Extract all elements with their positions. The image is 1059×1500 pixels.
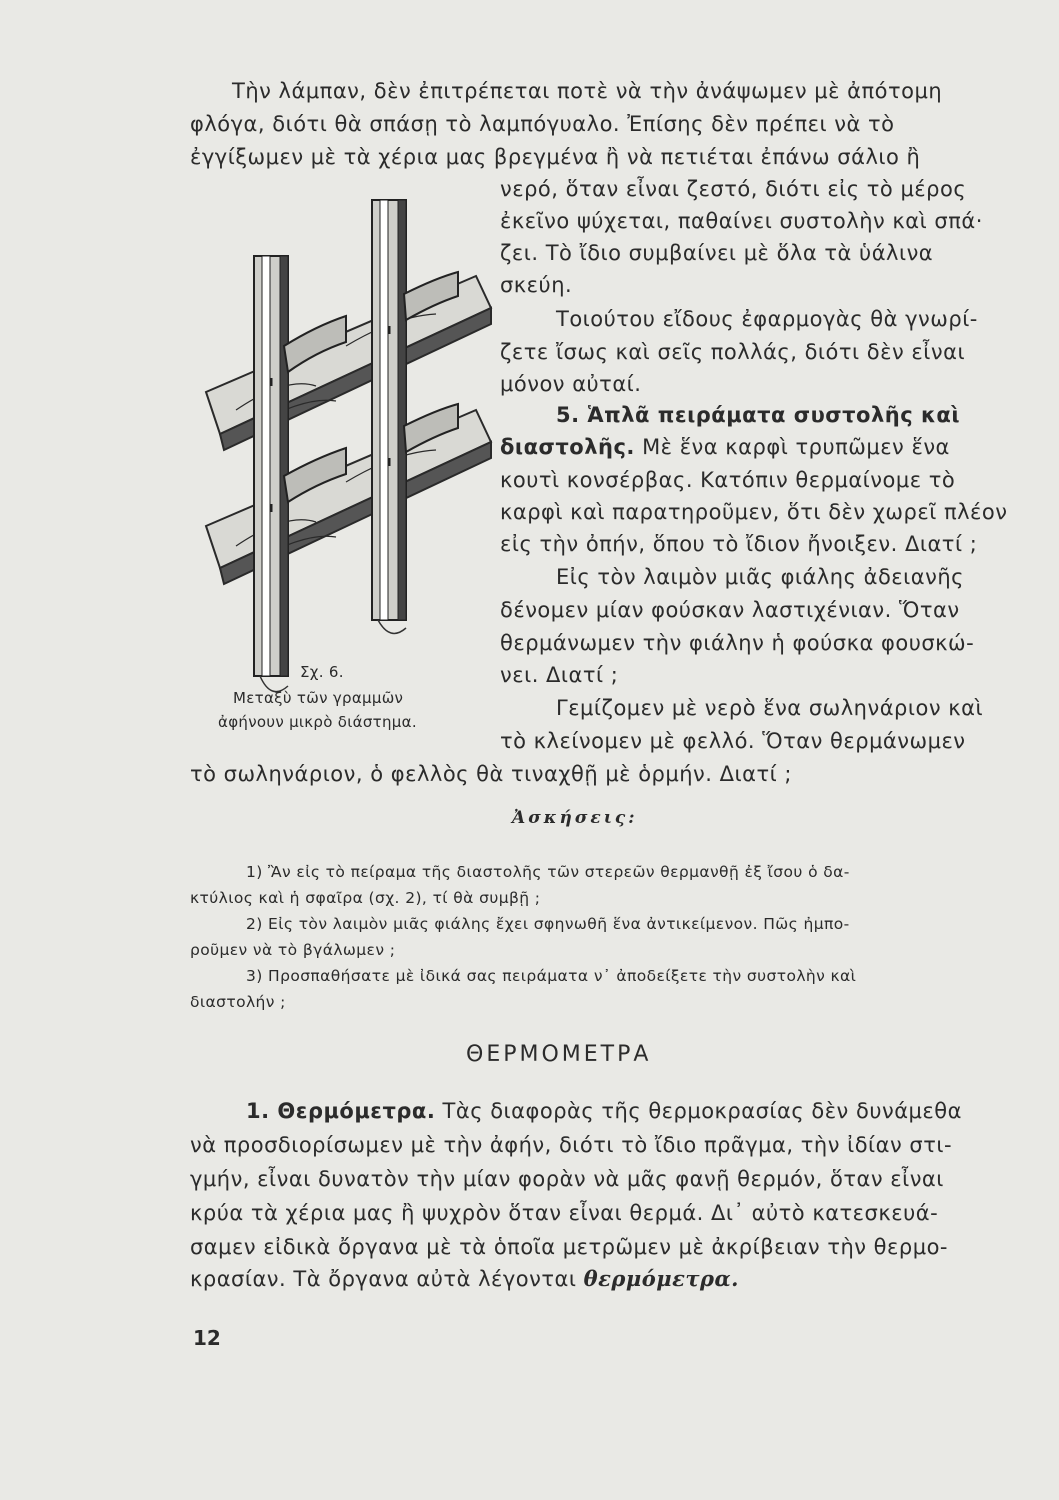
text-line: γμήν, εἶναι δυνατὸν τὴν μίαν φορὰν νὰ μᾶς φανῇ θερμόν, ὅταν εἶναι (190, 1167, 944, 1191)
text-line (190, 1266, 739, 1292)
text-line: Εἰς τὸν λαιμὸν μιᾶς φιάλης ἀδειανῆς (556, 565, 964, 589)
term-thermometers: θερμόμετρα. (583, 1266, 739, 1291)
text-line: ζει. Τὸ ἴδιο συμβαίνει μὲ ὅλα τὰ ὑάλινα (500, 241, 934, 265)
text-line: κουτὶ κονσέρβας. Κατόπιν θερμαίνομε τὸ (500, 468, 956, 492)
text-span: Τὰς διαφορὰς τῆς θερμοκρασίας δὲν δυνάμεθα (435, 1099, 962, 1123)
text-line: νὰ προσδιορίσωμεν μὲ τὴν ἀφήν, διότι τὸ ἴδιο πρᾶγμα, τὴν ἰδίαν στι- (190, 1133, 953, 1157)
text-line: καρφὶ καὶ παρατηροῦμεν, ὅτι δὲν χωρεῖ πλέον (500, 500, 1008, 524)
text-line: δένομεν μίαν φούσκαν λαστιχένιαν. Ὅταν (500, 598, 960, 622)
text-line: Τὴν λάμπαν, δὲν ἐπιτρέπεται ποτὲ νὰ τὴν ἀνάψωμεν μὲ ἀπότομη (232, 79, 943, 103)
exercise-line: ροῦμεν νὰ τὸ βγάλωμεν ; (190, 941, 396, 959)
text-line: τὸ σωληνάριον, ὁ φελλὸς θὰ τιναχθῇ μὲ ὁρμήν. Διατί ; (190, 762, 792, 786)
exercises-heading: Ἀσκήσεις: (512, 808, 638, 828)
text-line: ἐκεῖνο ψύχεται, παθαίνει συστολὴν καὶ σπά· (500, 209, 983, 233)
text-line: Γεμίζομεν μὲ νερὸ ἕνα σωληνάριον καὶ (556, 696, 984, 720)
text-line: εἰς τὴν ὀπήν, ὅπου τὸ ἴδιον ἤνοιξεν. Διατί ; (500, 532, 978, 556)
text-line (246, 1098, 962, 1124)
section-heading: ΘΕΡΜΟΜΕΤΡΑ (466, 1042, 652, 1067)
text-line: κρύα τὰ χέρια μας ἢ ψυχρὸν ὅταν εἶναι θερμά. Δι᾿ αὐτὸ κατεσκευά- (190, 1201, 939, 1225)
figure-caption: Μεταξὺ τῶν γραμμῶν (233, 689, 404, 707)
exercise-line: κτύλιος καὶ ἡ σφαῖρα (σχ. 2), τί θὰ συμβῇ ; (190, 889, 541, 907)
paragraph-title: 1. Θερμόμετρα. (246, 1099, 436, 1123)
figure-label: Σχ. 6. (300, 663, 344, 681)
exercise-line: 2) Εἰς τὸν λαιμὸν μιᾶς φιάλης ἔχει σφηνωθῆ ἕνα ἀντικείμενον. Πῶς ἠμπο- (246, 915, 850, 933)
page-number: 12 (193, 1326, 221, 1350)
figure-caption: ἀφήνουν μικρὸ διάστημα. (218, 713, 417, 731)
text-line: φλόγα, διότι θὰ σπάσῃ τὸ λαμπόγυαλο. Ἐπίσης δὲν πρέπει νὰ τὸ (190, 112, 895, 136)
figure-rails-illustration (196, 196, 496, 706)
text-line: νει. Διατί ; (500, 663, 619, 687)
text-line (500, 434, 950, 460)
text-line: σαμεν εἰδικὰ ὄργανα μὲ τὰ ὁποῖα μετρῶμεν μὲ ἀκρίβειαν τὴν θερμο- (190, 1235, 948, 1259)
exercise-line: 1) Ἂν εἰς τὸ πείραμα τῆς διαστολῆς τῶν στερεῶν θερμανθῇ ἐξ ἴσου ὁ δα- (246, 863, 850, 881)
exercise-line: 3) Προσπαθήσατε μὲ ἰδικά σας πειράματα ν᾿ ἀποδείξετε τὴν συστολὴν καὶ (246, 967, 857, 985)
text-line: μόνον αὐταί. (500, 372, 642, 396)
text-line: θερμάνωμεν τὴν φιάλην ἡ φούσκα φουσκώ- (500, 631, 975, 655)
section-title-end: διαστολῆς. (500, 435, 635, 459)
section-title: 5. Ἁπλᾶ πειράματα συστολῆς καὶ (556, 403, 961, 427)
text-line: ζετε ἴσως καὶ σεῖς πολλάς, διότι δὲν εἶναι (500, 340, 966, 364)
text-line: σκεύη. (500, 273, 573, 297)
text-span: κρασίαν. Τὰ ὄργανα αὐτὰ λέγονται (190, 1267, 584, 1291)
text-line: Τοιούτου εἴδους ἐφαρμογὰς θὰ γνωρί- (556, 307, 978, 331)
text-line: ἐγγίξωμεν μὲ τὰ χέρια μας βρεγμένα ἢ νὰ πετιέται ἐπάνω σάλιο ἢ (190, 145, 921, 169)
text-line: τὸ κλείνομεν μὲ φελλό. Ὅταν θερμάνωμεν (500, 729, 966, 753)
exercise-line: διαστολήν ; (190, 993, 286, 1011)
text-span: Μὲ ἕνα καρφὶ τρυπῶμεν ἕνα (634, 435, 950, 459)
text-line: νερό, ὅταν εἶναι ζεστό, διότι εἰς τὸ μέρος (500, 177, 967, 201)
